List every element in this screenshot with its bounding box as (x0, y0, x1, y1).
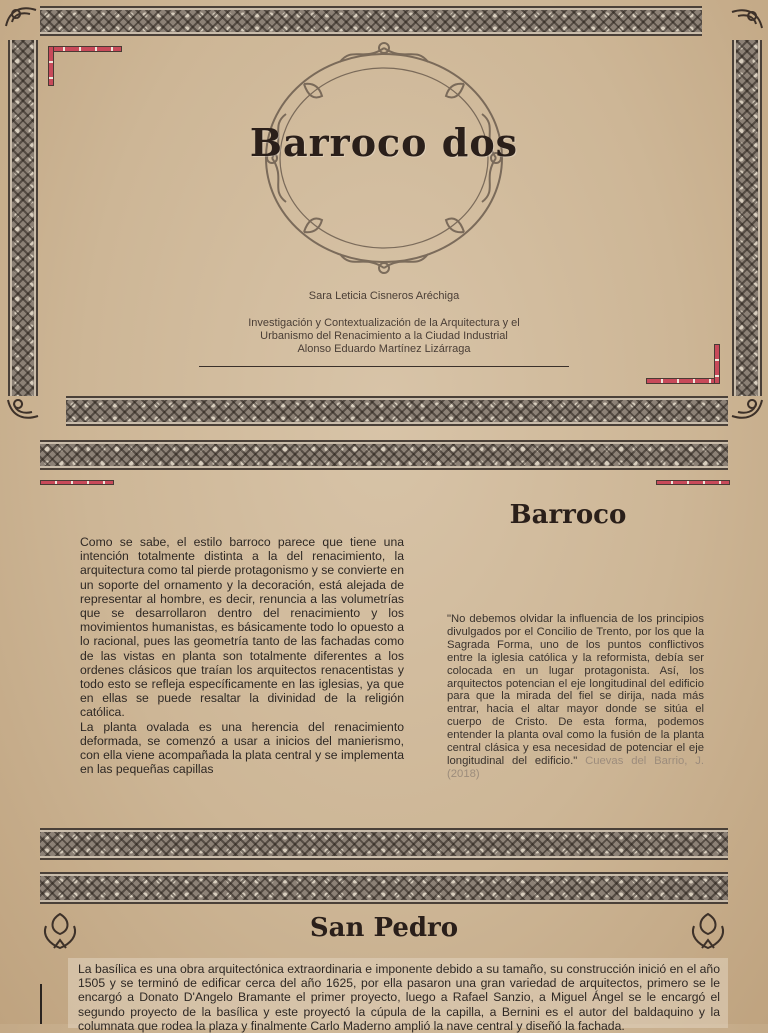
san-pedro-body: La basílica es una obra arquitectónica extraordinaria e imponente debido a su tamaño, su construcción inició en el año 1505 y se terminó de edificar cerca del año 1625, por ella pasaron una gran variedad de arquitectos, primero se le encargó a Donato D'Angelo Bramante el primer proyecto, luego a Rafael Sanzio, a Miguel Ángel se le encargó el segundo proyecto de la basílica y este proyectó la cúpula de la capilla, a Bernini es el autor del baldaquino y la columnata que rodea la plaza y finalmente Carlo Maderno amplió la nave central y diseñó la fachada. (78, 962, 720, 1033)
course-line: Investigación y Contextualización de la Arquitectura y el (248, 317, 520, 329)
section-heading-barroco: Barroco (509, 500, 627, 530)
quote-citation: Cuevas del Barrio, J. (2018) (447, 754, 705, 780)
corner-flourish-icon (6, 396, 40, 422)
divider-line (199, 366, 569, 367)
ornamental-frieze-bottom (66, 396, 728, 426)
course-info (230, 317, 538, 356)
author-name: Sara Leticia Cisneros Aréchiga (308, 290, 460, 302)
barroco-body (80, 535, 404, 776)
course-line: Alonso Eduardo Martínez Lizárraga (297, 343, 471, 355)
quote-text: "No debemos olvidar la influencia de los principios divulgados por el Concilio de Trento, por los que la Sagrada Forma, uno de los puntos conflictivos entre la iglesia católica y la reformista, debía ser colocada en un lugar protagonista. Así, los arquitectos potencian el eje longitudinal del edificio para que la mirada del fiel se dirija, nada más entrar, hacia el altar mayor donde se sitúa el cuerpo de Cristo. De esta forma, podemos entender la planta oval como la fusión de la planta central clásica y esa necesidad de potenciar el eje longitudinal del edificio." (447, 613, 704, 767)
corner-flourish-icon (4, 4, 38, 30)
paragraph: Como se sabe, el estilo barroco parece que tiene una intención totalmente distinta a la del renacimiento, la arquitectura como tal pierde protagonismo y se convierte en un soporte del ornamento y la decoración, está alejada de representar al hombre, es decir, renuncia a las volumetrías que se desarrollaron dentro del renacimiento y los movimientos humanistas, es básicamente todo lo opuesto a lo racional, pues las geometría tanto de las fachadas como de las vistas en planta son totalmente diferentes a los ordenes clásicos que traían los arquitectos renacentistas y todo esto se refleja específicamente en las iglesias, ya que en ellas se puede resaltar la divinidad de la religión católica. (80, 535, 404, 720)
ornamental-frieze-right (732, 40, 762, 396)
corner-bracket (646, 344, 720, 384)
corner-flourish-icon (730, 6, 764, 32)
ornamental-frieze (40, 440, 728, 470)
ornamental-frieze-top (40, 6, 702, 36)
corner-flourish-icon (730, 396, 764, 422)
accent-bar (40, 480, 114, 485)
ornamental-frieze (40, 872, 728, 904)
quote-block (447, 613, 704, 781)
accent-bar (656, 480, 730, 485)
page-title: Barroco dos (249, 120, 519, 165)
section-heading-san-pedro: San Pedro (309, 913, 459, 943)
course-line: Urbanismo del Renacimiento a la Ciudad Industrial (260, 330, 508, 342)
ornamental-frieze-left (8, 40, 38, 396)
paragraph: La planta ovalada es una herencia del renacimiento deformada, se comenzó a usar a inicios del manierismo, con ella viene acompañada la plata central y se implementa en las pequeñas capillas (80, 719, 404, 777)
corner-bracket (48, 46, 122, 86)
ornamental-frieze (40, 828, 728, 860)
margin-rule (40, 984, 42, 1024)
